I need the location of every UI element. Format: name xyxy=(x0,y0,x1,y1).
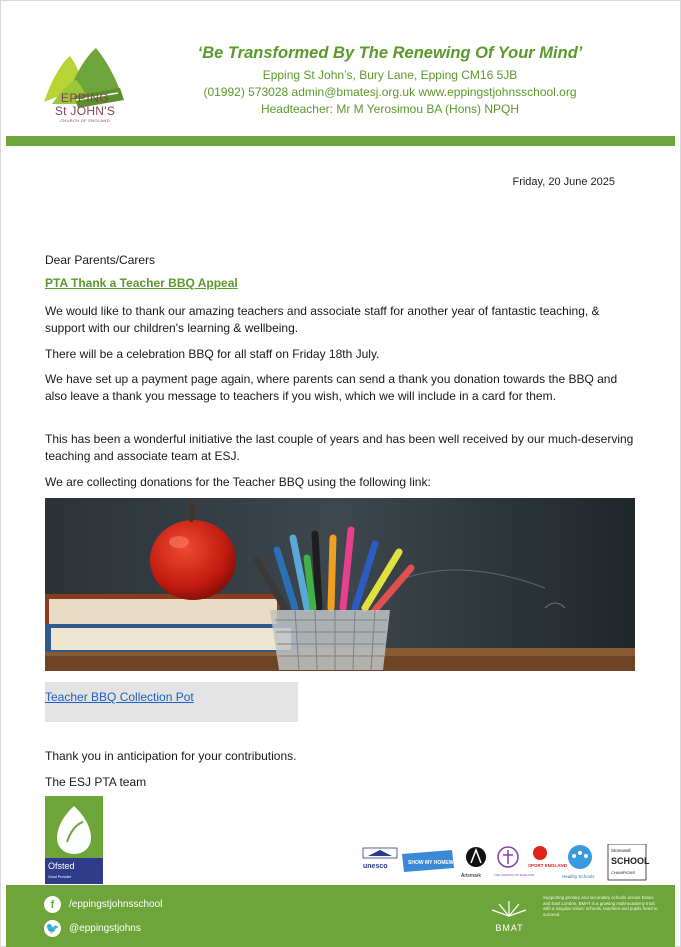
twitter-handle: @eppingstjohns xyxy=(69,923,141,934)
paragraph-bbq-date: There will be a celebration BBQ for all staff on Friday 18th July. xyxy=(45,347,380,361)
headteacher: Headteacher: Mr M Yerosimou BA (Hons) NPQH xyxy=(260,102,520,116)
church-label: THE CHURCH OF ENGLAND xyxy=(494,873,535,877)
school-name xyxy=(40,92,130,124)
accreditation-badges xyxy=(360,844,650,884)
paragraph-payment-page: We have set up a payment page again, where parents can send a thank you donation towards the BBQ and also leave a thank you message to teachers if you wish, which we will include in a card for them. xyxy=(45,372,618,403)
header-divider xyxy=(6,136,675,146)
bmat-description: Supporting primary and secondary schools across Essex and East London, BMAT is a growing multi-academy trust with a singular vision: schools, teachers and pupils freed to succeed. xyxy=(543,895,658,917)
letter-date: Friday, 20 June 2025 xyxy=(512,176,615,188)
stonewall-label-1: Stonewall xyxy=(611,848,631,853)
facebook-handle: /eppingstjohnsschool xyxy=(69,899,163,910)
stonewall-label-3: CHAMPIONS xyxy=(611,870,636,875)
collection-pot-link[interactable]: Teacher BBQ Collection Pot xyxy=(45,690,194,704)
church-of-england-badge xyxy=(494,847,535,877)
ofsted-badge xyxy=(45,796,103,884)
show-my-homework-label: SHOW MY HOMEWORK xyxy=(408,860,465,866)
sport-england-badge xyxy=(528,846,568,868)
healthy-schools-badge xyxy=(562,845,595,879)
paragraph-collecting: We are collecting donations for the Teacher BBQ using the following link: xyxy=(45,475,431,489)
bmat-sunburst-icon xyxy=(482,895,537,917)
twitter-icon: 🐦 xyxy=(44,920,61,937)
unesco-label: unesco xyxy=(363,863,388,870)
show-my-homework-badge xyxy=(402,850,465,872)
paragraph-thanks: We would like to thank our amazing teachers and associate staff for another year of fantastic teaching, & support with our children's learning & wellbeing. xyxy=(45,304,600,335)
letter-subject: PTA Thank a Teacher BBQ Appeal xyxy=(45,276,238,290)
twitter-link[interactable] xyxy=(44,920,141,937)
healthy-schools-label: Healthy Schools xyxy=(562,874,595,879)
school-name-line1: EPPING xyxy=(60,91,110,105)
stonewall-label-2: SCHOOL xyxy=(611,856,650,866)
ofsted-label: Ofsted xyxy=(48,861,75,871)
artsmark-label: Artsmark xyxy=(461,873,481,879)
sport-england-label: SPORT ENGLAND xyxy=(528,863,568,868)
ofsted-sub: Good Provider xyxy=(48,875,72,879)
facebook-link[interactable] xyxy=(44,896,162,913)
signoff: The ESJ PTA team xyxy=(45,775,147,789)
paragraph-initiative: This has been a wonderful initiative the last couple of years and has been well received by our much-deserving teaching and associate team at ESJ. xyxy=(45,432,634,463)
bmat-logo xyxy=(482,895,537,933)
school-motto: ‘Be Transformed By The Renewing Of Your Mind’ xyxy=(197,44,583,62)
school-address: Epping St John’s, Bury Lane, Epping CM16 5JB xyxy=(262,68,518,82)
unesco-badge xyxy=(363,848,397,870)
artsmark-badge xyxy=(461,847,486,879)
thanks-line: Thank you in anticipation for your contributions. xyxy=(45,749,297,763)
apple-books-pencils-image xyxy=(45,498,635,671)
bmat-label: BMAT xyxy=(495,923,524,933)
school-name-line2: St JOHN'S xyxy=(54,104,116,118)
school-name-line3: CHURCH OF ENGLAND xyxy=(60,118,110,123)
stonewall-badge xyxy=(608,844,650,880)
salutation: Dear Parents/Carers xyxy=(45,253,156,267)
school-contact: (01992) 573028 admin@bmatesj.org.uk www.eppingstjohnsschool.org xyxy=(203,85,577,99)
facebook-icon: f xyxy=(44,896,61,913)
